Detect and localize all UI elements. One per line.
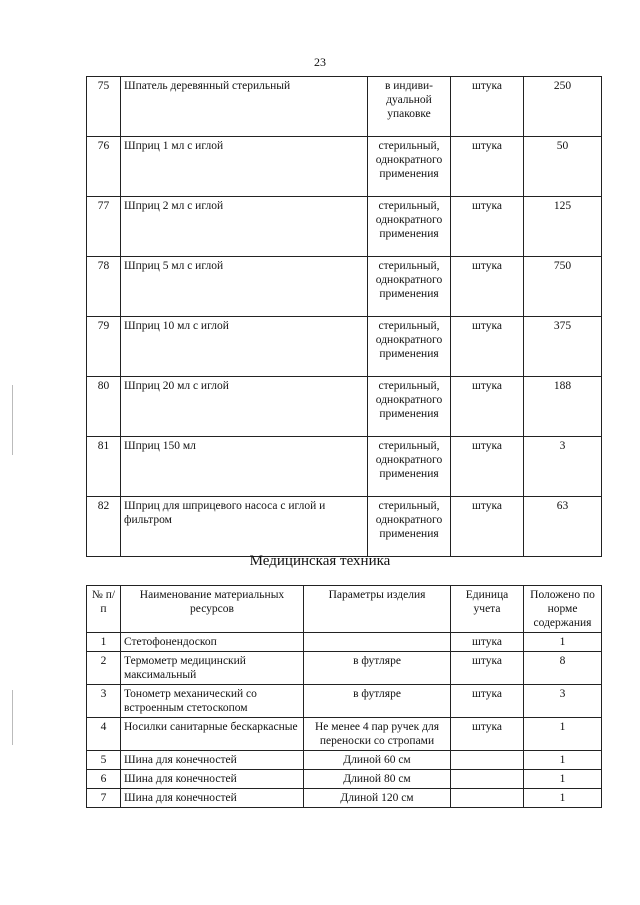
- item-quantity: 1: [524, 718, 602, 751]
- item-quantity: 1: [524, 633, 602, 652]
- item-params: стерильный, однократного применения: [368, 497, 451, 557]
- item-params: Длиной 80 см: [304, 770, 451, 789]
- table-row: [87, 751, 602, 770]
- table-header-row: [87, 586, 602, 633]
- item-name: Тонометр механический со встроенным стетоскопом: [121, 685, 304, 718]
- table-row: [87, 77, 602, 137]
- header-params: Параметры изделия: [304, 586, 451, 633]
- item-unit: штука: [451, 437, 524, 497]
- item-unit: штука: [451, 317, 524, 377]
- item-unit: штука: [451, 497, 524, 557]
- table-row: [87, 257, 602, 317]
- table-row: [87, 437, 602, 497]
- row-number: 75: [87, 77, 121, 137]
- item-unit: штука: [451, 77, 524, 137]
- item-params: стерильный, однократного применения: [368, 437, 451, 497]
- item-quantity: 63: [524, 497, 602, 557]
- item-unit: штука: [451, 137, 524, 197]
- item-params: стерильный, однократного применения: [368, 377, 451, 437]
- header-quantity: Положено по норме содержания: [524, 586, 602, 633]
- row-number: 3: [87, 685, 121, 718]
- row-number: 82: [87, 497, 121, 557]
- scan-margin-line: [12, 385, 13, 455]
- item-name: Шприц для шприцевого насоса с иглой и фильтром: [121, 497, 368, 557]
- item-params: стерильный, однократного применения: [368, 317, 451, 377]
- item-quantity: 1: [524, 751, 602, 770]
- row-number: 79: [87, 317, 121, 377]
- item-name: Шина для конечностей: [121, 789, 304, 808]
- item-params: стерильный, однократного применения: [368, 197, 451, 257]
- scan-margin-line: [12, 690, 13, 745]
- item-params: [304, 633, 451, 652]
- item-quantity: 3: [524, 437, 602, 497]
- table-row: [87, 652, 602, 685]
- header-unit: Единица учета: [451, 586, 524, 633]
- header-name: Наименование материальных ресурсов: [121, 586, 304, 633]
- item-params: Длиной 60 см: [304, 751, 451, 770]
- item-name: Стетофонендоскоп: [121, 633, 304, 652]
- row-number: 81: [87, 437, 121, 497]
- item-unit: штука: [451, 197, 524, 257]
- table-row: [87, 789, 602, 808]
- item-params: стерильный, однократного применения: [368, 137, 451, 197]
- table-row: [87, 197, 602, 257]
- item-quantity: 50: [524, 137, 602, 197]
- item-name: Шприц 1 мл с иглой: [121, 137, 368, 197]
- row-number: 5: [87, 751, 121, 770]
- item-params: в футляре: [304, 652, 451, 685]
- row-number: 2: [87, 652, 121, 685]
- item-unit: штука: [451, 652, 524, 685]
- item-name: Шприц 20 мл с иглой: [121, 377, 368, 437]
- item-name: Носилки санитарные бескаркасные: [121, 718, 304, 751]
- item-quantity: 188: [524, 377, 602, 437]
- item-unit: [451, 789, 524, 808]
- item-params: стерильный, однократного применения: [368, 257, 451, 317]
- item-name: Шпатель деревянный стерильный: [121, 77, 368, 137]
- item-quantity: 375: [524, 317, 602, 377]
- item-unit: штука: [451, 718, 524, 751]
- item-quantity: 750: [524, 257, 602, 317]
- medical-equipment-table: [86, 585, 602, 808]
- item-quantity: 250: [524, 77, 602, 137]
- item-unit: [451, 751, 524, 770]
- header-number: № п/п: [87, 586, 121, 633]
- item-unit: [451, 770, 524, 789]
- row-number: 7: [87, 789, 121, 808]
- item-quantity: 125: [524, 197, 602, 257]
- section-title: Медицинская техника: [249, 553, 391, 569]
- item-name: Шина для конечностей: [121, 770, 304, 789]
- item-name: Шприц 150 мл: [121, 437, 368, 497]
- page-number: 23: [314, 55, 326, 69]
- row-number: 78: [87, 257, 121, 317]
- consumables-table: [86, 76, 602, 557]
- table-row: [87, 770, 602, 789]
- item-quantity: 1: [524, 770, 602, 789]
- row-number: 76: [87, 137, 121, 197]
- table-row: [87, 137, 602, 197]
- table-row: [87, 685, 602, 718]
- item-params: Длиной 120 см: [304, 789, 451, 808]
- table-row: [87, 497, 602, 557]
- item-name: Шприц 2 мл с иглой: [121, 197, 368, 257]
- item-unit: штука: [451, 633, 524, 652]
- item-unit: штука: [451, 257, 524, 317]
- row-number: 80: [87, 377, 121, 437]
- item-quantity: 3: [524, 685, 602, 718]
- item-name: Шина для конечностей: [121, 751, 304, 770]
- item-params: в индиви-дуальной упаковке: [368, 77, 451, 137]
- table-row: [87, 633, 602, 652]
- item-params: Не менее 4 пар ручек для переноски со стропами: [304, 718, 451, 751]
- item-quantity: 8: [524, 652, 602, 685]
- row-number: 77: [87, 197, 121, 257]
- table-row: [87, 718, 602, 751]
- item-unit: штука: [451, 377, 524, 437]
- row-number: 4: [87, 718, 121, 751]
- item-name: Термометр медицинский максимальный: [121, 652, 304, 685]
- table-row: [87, 317, 602, 377]
- item-unit: штука: [451, 685, 524, 718]
- item-quantity: 1: [524, 789, 602, 808]
- item-params: в футляре: [304, 685, 451, 718]
- item-name: Шприц 5 мл с иглой: [121, 257, 368, 317]
- row-number: 1: [87, 633, 121, 652]
- item-name: Шприц 10 мл с иглой: [121, 317, 368, 377]
- table-row: [87, 377, 602, 437]
- row-number: 6: [87, 770, 121, 789]
